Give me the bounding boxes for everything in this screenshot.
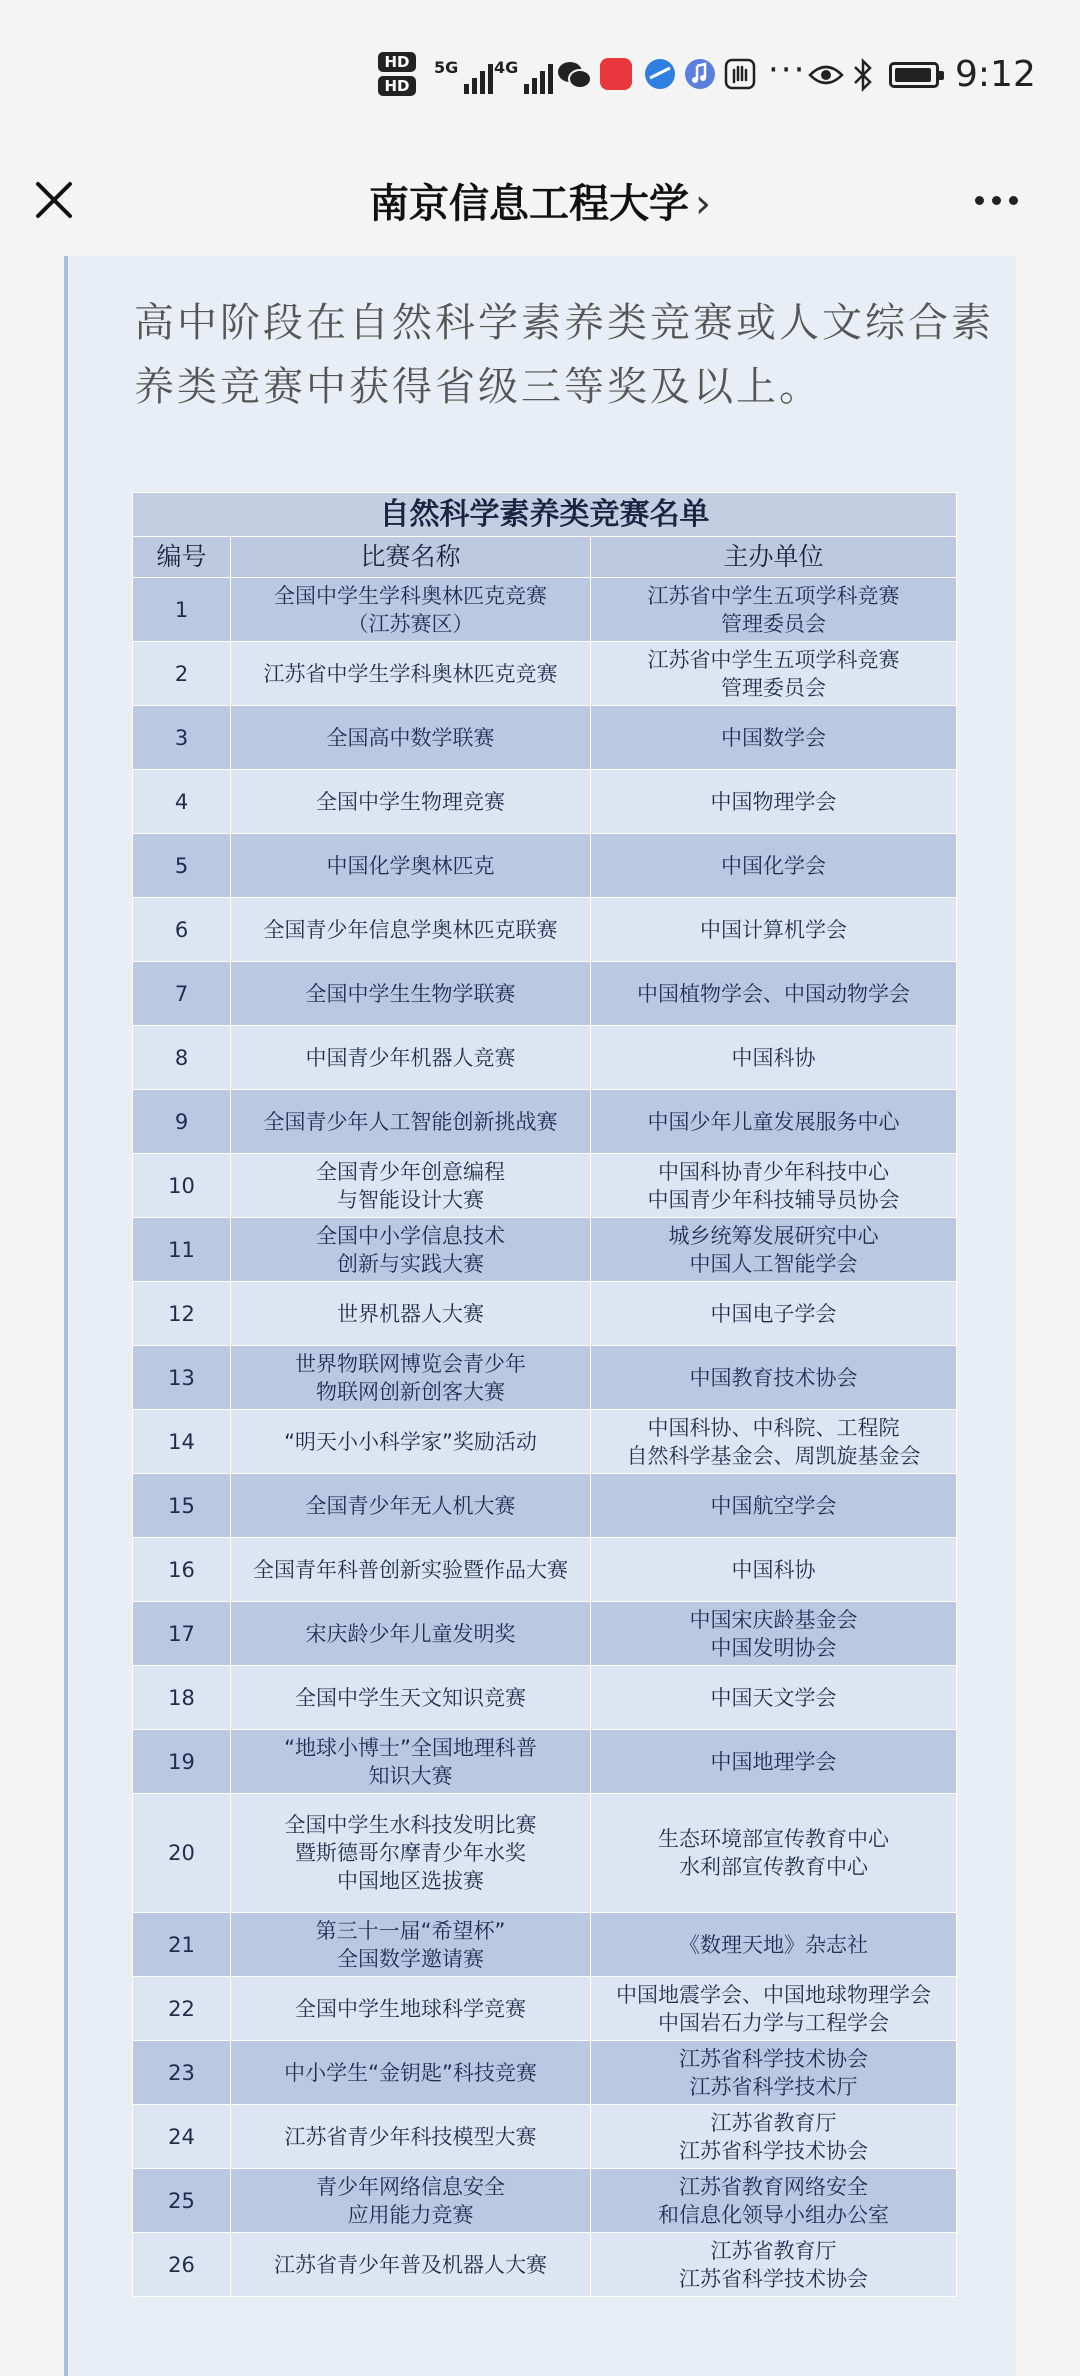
row-id: 25 (133, 2169, 231, 2233)
row-id: 12 (133, 1282, 231, 1346)
table-row (133, 770, 957, 834)
table-row (133, 2233, 957, 2297)
row-competition-name: 中国化学奥林匹克 (231, 834, 591, 898)
row-organizer: 中国科协、中科院、工程院 自然科学基金会、周凯旋基金会 (591, 1410, 957, 1474)
row-id: 17 (133, 1602, 231, 1666)
article-content (64, 256, 1016, 2376)
row-competition-name: 全国中学生物理竞赛 (231, 770, 591, 834)
row-id: 23 (133, 2041, 231, 2105)
table-row (133, 642, 957, 706)
row-competition-name: 全国青少年创意编程 与智能设计大赛 (231, 1154, 591, 1218)
table-row (133, 1602, 957, 1666)
row-id: 22 (133, 1977, 231, 2041)
table-row (133, 578, 957, 642)
row-competition-name: 世界物联网博览会青少年 物联网创新创客大赛 (231, 1346, 591, 1410)
row-organizer: 江苏省中学生五项学科竞赛 管理委员会 (591, 578, 957, 642)
row-organizer: 江苏省中学生五项学科竞赛 管理委员会 (591, 642, 957, 706)
row-organizer: 中国电子学会 (591, 1282, 957, 1346)
more-options-icon[interactable] (975, 180, 1035, 220)
row-organizer: 中国地理学会 (591, 1730, 957, 1794)
row-organizer: 中国航空学会 (591, 1474, 957, 1538)
page-title-text: 南京信息工程大学 (369, 181, 689, 227)
row-organizer: 江苏省教育厅 江苏省科学技术协会 (591, 2105, 957, 2169)
table-body (133, 578, 957, 2297)
row-organizer: 中国化学会 (591, 834, 957, 898)
row-id: 9 (133, 1090, 231, 1154)
row-organizer: 城乡统筹发展研究中心 中国人工智能学会 (591, 1218, 957, 1282)
table-row (133, 1090, 957, 1154)
row-competition-name: 江苏省青少年普及机器人大赛 (231, 2233, 591, 2297)
wechat-icon (556, 60, 592, 90)
table-row (133, 1913, 957, 1977)
column-header-name: 比赛名称 (231, 537, 591, 578)
row-organizer: 中国物理学会 (591, 770, 957, 834)
eye-icon (808, 62, 844, 88)
row-organizer: 中国数学会 (591, 706, 957, 770)
row-id: 24 (133, 2105, 231, 2169)
row-organizer: 中国植物学会、中国动物学会 (591, 962, 957, 1026)
signal-5g-label: 5G (434, 58, 459, 77)
row-organizer: 中国教育技术协会 (591, 1346, 957, 1410)
column-header-id: 编号 (133, 537, 231, 578)
row-id: 5 (133, 834, 231, 898)
row-competition-name: 江苏省中学生学科奥林匹克竞赛 (231, 642, 591, 706)
table-row (133, 1794, 957, 1913)
row-organizer: 中国少年儿童发展服务中心 (591, 1090, 957, 1154)
row-id: 3 (133, 706, 231, 770)
row-competition-name: 全国中小学信息技术 创新与实践大赛 (231, 1218, 591, 1282)
row-id: 7 (133, 962, 231, 1026)
row-organizer: 中国科协 (591, 1538, 957, 1602)
row-id: 16 (133, 1538, 231, 1602)
row-id: 4 (133, 770, 231, 834)
row-competition-name: 全国中学生生物学联赛 (231, 962, 591, 1026)
table-row (133, 1730, 957, 1794)
row-organizer: 江苏省科学技术协会 江苏省科学技术厅 (591, 2041, 957, 2105)
hd-label-1: HD (378, 52, 416, 72)
table-row (133, 834, 957, 898)
table-row (133, 898, 957, 962)
signal-4g-icon (494, 58, 553, 94)
row-organizer: 江苏省教育厅 江苏省科学技术协会 (591, 2233, 957, 2297)
row-organizer: 江苏省教育网络安全 和信息化领导小组办公室 (591, 2169, 957, 2233)
table-row (133, 1026, 957, 1090)
row-competition-name: 青少年网络信息安全 应用能力竞赛 (231, 2169, 591, 2233)
row-organizer: 中国科协 (591, 1026, 957, 1090)
nav-bar (0, 150, 1080, 250)
row-organizer: 中国天文学会 (591, 1666, 957, 1730)
row-competition-name: 全国青年科普创新实验暨作品大赛 (231, 1538, 591, 1602)
row-competition-name: 全国青少年信息学奥林匹克联赛 (231, 898, 591, 962)
table-row (133, 1346, 957, 1410)
table-row (133, 2169, 957, 2233)
status-time: 9:12 (955, 54, 1036, 95)
row-id: 11 (133, 1218, 231, 1282)
row-id: 13 (133, 1346, 231, 1410)
table-title: 自然科学素养类竞赛名单 (133, 493, 957, 537)
table-row (133, 1977, 957, 2041)
intro-paragraph: 高中阶段在自然科学素养类竞赛或人文综合素养类竞赛中获得省级三等奖及以上。 (134, 300, 994, 410)
table-row (133, 2041, 957, 2105)
row-id: 19 (133, 1730, 231, 1794)
hand-icon (724, 58, 756, 90)
row-id: 21 (133, 1913, 231, 1977)
row-organizer: 中国计算机学会 (591, 898, 957, 962)
table-row (133, 1474, 957, 1538)
row-id: 15 (133, 1474, 231, 1538)
row-id: 8 (133, 1026, 231, 1090)
row-organizer: 《数理天地》杂志社 (591, 1913, 957, 1977)
row-competition-name: 全国高中数学联赛 (231, 706, 591, 770)
table-row (133, 1666, 957, 1730)
signal-5g-icon (434, 58, 493, 94)
page-title[interactable] (0, 172, 1080, 229)
table-row (133, 1410, 957, 1474)
row-organizer: 中国宋庆龄基金会 中国发明协会 (591, 1602, 957, 1666)
chevron-right-icon: › (695, 181, 711, 227)
music-icon (684, 58, 716, 90)
row-competition-name: 全国青少年无人机大赛 (231, 1474, 591, 1538)
row-competition-name: 全国中学生水科技发明比赛 暨斯德哥尔摩青少年水奖 中国地区选拔赛 (231, 1794, 591, 1913)
row-id: 20 (133, 1794, 231, 1913)
row-competition-name: 第三十一届“希望杯” 全国数学邀请赛 (231, 1913, 591, 1977)
row-competition-name: 宋庆龄少年儿童发明奖 (231, 1602, 591, 1666)
row-id: 26 (133, 2233, 231, 2297)
row-id: 1 (133, 578, 231, 642)
table-row (133, 1218, 957, 1282)
hd-icon (378, 52, 418, 98)
row-competition-name: 江苏省青少年科技模型大赛 (231, 2105, 591, 2169)
row-competition-name: 世界机器人大赛 (231, 1282, 591, 1346)
row-competition-name: “明天小小科学家”奖励活动 (231, 1410, 591, 1474)
table-row (133, 962, 957, 1026)
signal-4g-label: 4G (494, 58, 519, 77)
row-competition-name: 全国青少年人工智能创新挑战赛 (231, 1090, 591, 1154)
row-competition-name: 全国中学生学科奥林匹克竞赛 （江苏赛区） (231, 578, 591, 642)
battery-icon (889, 62, 939, 88)
row-competition-name: 中小学生“金钥匙”科技竞赛 (231, 2041, 591, 2105)
competition-table (132, 492, 957, 2297)
table-row (133, 2105, 957, 2169)
bluetooth-icon (852, 58, 874, 92)
browser-icon (644, 58, 676, 90)
row-competition-name: 全国中学生地球科学竞赛 (231, 1977, 591, 2041)
row-competition-name: 中国青少年机器人竞赛 (231, 1026, 591, 1090)
table-row (133, 1282, 957, 1346)
row-organizer: 中国科协青少年科技中心 中国青少年科技辅导员协会 (591, 1154, 957, 1218)
row-id: 2 (133, 642, 231, 706)
row-id: 6 (133, 898, 231, 962)
row-id: 10 (133, 1154, 231, 1218)
table-row (133, 706, 957, 770)
row-id: 14 (133, 1410, 231, 1474)
app-red-icon (600, 58, 632, 90)
row-competition-name: “地球小博士”全国地理科普 知识大赛 (231, 1730, 591, 1794)
hd-label-2: HD (378, 76, 416, 96)
more-notifications-icon: ··· (768, 50, 807, 90)
table-row (133, 1154, 957, 1218)
row-id: 18 (133, 1666, 231, 1730)
row-organizer: 中国地震学会、中国地球物理学会 中国岩石力学与工程学会 (591, 1977, 957, 2041)
row-competition-name: 全国中学生天文知识竞赛 (231, 1666, 591, 1730)
column-header-org: 主办单位 (591, 537, 957, 578)
table-row (133, 1538, 957, 1602)
row-organizer: 生态环境部宣传教育中心 水利部宣传教育中心 (591, 1794, 957, 1913)
status-bar (0, 0, 1080, 150)
